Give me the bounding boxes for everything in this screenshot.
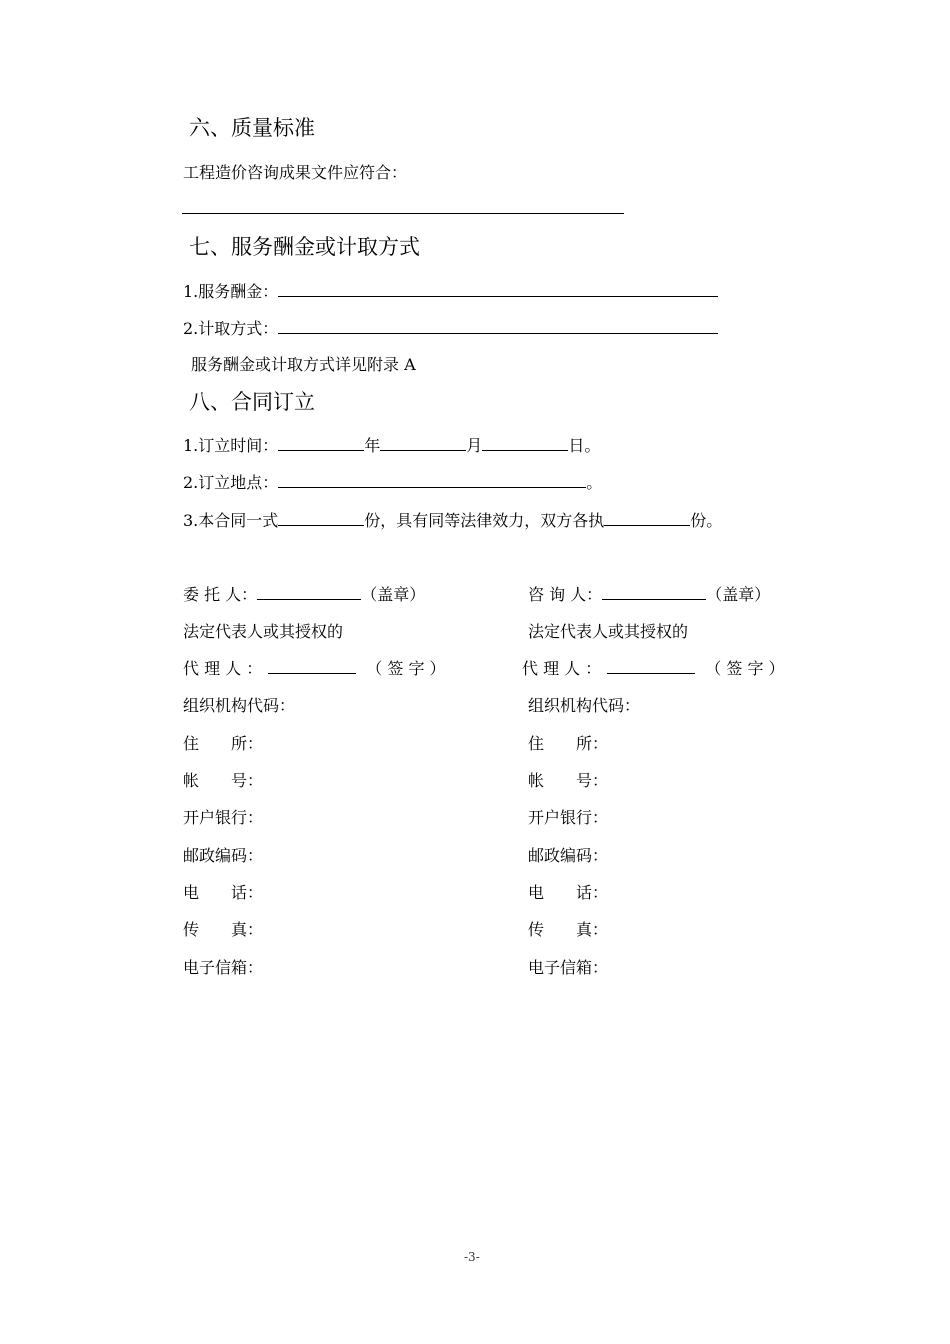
client-agent-row bbox=[183, 656, 446, 679]
consultant-seal-blank bbox=[602, 585, 706, 600]
section-8-heading: 八、合同订立 bbox=[189, 390, 315, 414]
client-sign-blank bbox=[268, 659, 356, 674]
consultant-agent-label: 代 理 人 ： bbox=[522, 659, 602, 678]
consultant-seal-label: （盖章） bbox=[706, 585, 771, 604]
copies-mid: 份，具有同等法律效力，双方各执 bbox=[364, 511, 605, 530]
place-end: 。 bbox=[586, 473, 603, 492]
service-fee-blank bbox=[278, 282, 718, 297]
consultant-party-row bbox=[528, 582, 770, 605]
month-label: 月 bbox=[466, 436, 483, 455]
client-party-label: 委 托 人： bbox=[183, 585, 258, 604]
section-6-heading: 六、质量标准 bbox=[189, 116, 315, 140]
day-label: 日。 bbox=[568, 436, 601, 455]
signing-place-label: 2.订立地点： bbox=[183, 473, 279, 492]
copies-end: 份。 bbox=[690, 511, 723, 530]
consultant-rep-line: 法定代表人或其授权的 bbox=[528, 622, 689, 641]
fee-method-label: 2.计取方式： bbox=[183, 319, 279, 338]
client-bank: 开户银行： bbox=[183, 808, 264, 827]
consultant-org-code: 组织机构代码： bbox=[528, 696, 641, 715]
client-account: 帐 号： bbox=[183, 771, 264, 790]
consultant-address: 住 所： bbox=[528, 734, 609, 753]
consultant-sign-blank bbox=[607, 659, 695, 674]
client-postcode: 邮政编码： bbox=[183, 846, 264, 865]
copies-blank-1 bbox=[278, 511, 364, 526]
client-phone: 电 话： bbox=[183, 883, 264, 902]
service-fee-row bbox=[183, 279, 718, 302]
consultant-party-label: 咨 询 人： bbox=[528, 585, 603, 604]
client-sign-label: （ 签 字 ） bbox=[366, 659, 446, 678]
service-fee-label: 1.服务酬金： bbox=[183, 282, 279, 301]
client-agent-label: 代 理 人 ： bbox=[183, 659, 263, 678]
fee-method-blank bbox=[278, 319, 718, 334]
consultant-agent-row bbox=[522, 656, 785, 679]
fee-method-row bbox=[183, 316, 718, 339]
client-fax: 传 真： bbox=[183, 920, 264, 939]
client-org-code: 组织机构代码： bbox=[183, 696, 296, 715]
consultant-bank: 开户银行： bbox=[528, 808, 609, 827]
copies-row bbox=[183, 508, 722, 531]
signing-time-row bbox=[183, 433, 600, 456]
consultant-account: 帐 号： bbox=[528, 771, 609, 790]
year-label: 年 bbox=[364, 436, 381, 455]
consultant-sign-label: （ 签 字 ） bbox=[705, 659, 785, 678]
quality-standard-blank bbox=[182, 213, 624, 214]
section-7-heading: 七、服务酬金或计取方式 bbox=[189, 235, 420, 259]
consultant-phone: 电 话： bbox=[528, 883, 609, 902]
client-party-row bbox=[183, 582, 425, 605]
place-blank bbox=[278, 473, 586, 488]
month-blank bbox=[380, 436, 466, 451]
day-blank bbox=[482, 436, 568, 451]
client-seal-label: （盖章） bbox=[361, 585, 426, 604]
consultant-fax: 传 真： bbox=[528, 920, 609, 939]
signing-time-label: 1.订立时间： bbox=[183, 436, 279, 455]
consultant-email: 电子信箱： bbox=[528, 958, 609, 977]
page-number: -3- bbox=[464, 1250, 480, 1264]
fee-note: 服务酬金或计取方式详见附录 A bbox=[191, 355, 416, 374]
copies-label: 3.本合同一式 bbox=[183, 511, 279, 530]
copies-blank-2 bbox=[604, 511, 690, 526]
consultant-postcode: 邮政编码： bbox=[528, 846, 609, 865]
client-rep-line: 法定代表人或其授权的 bbox=[183, 622, 344, 641]
client-seal-blank bbox=[257, 585, 361, 600]
quality-standard-line: 工程造价咨询成果文件应符合： bbox=[183, 163, 408, 182]
signing-place-row bbox=[183, 470, 602, 493]
client-address: 住 所： bbox=[183, 734, 264, 753]
client-email: 电子信箱： bbox=[183, 958, 264, 977]
year-blank bbox=[278, 436, 364, 451]
